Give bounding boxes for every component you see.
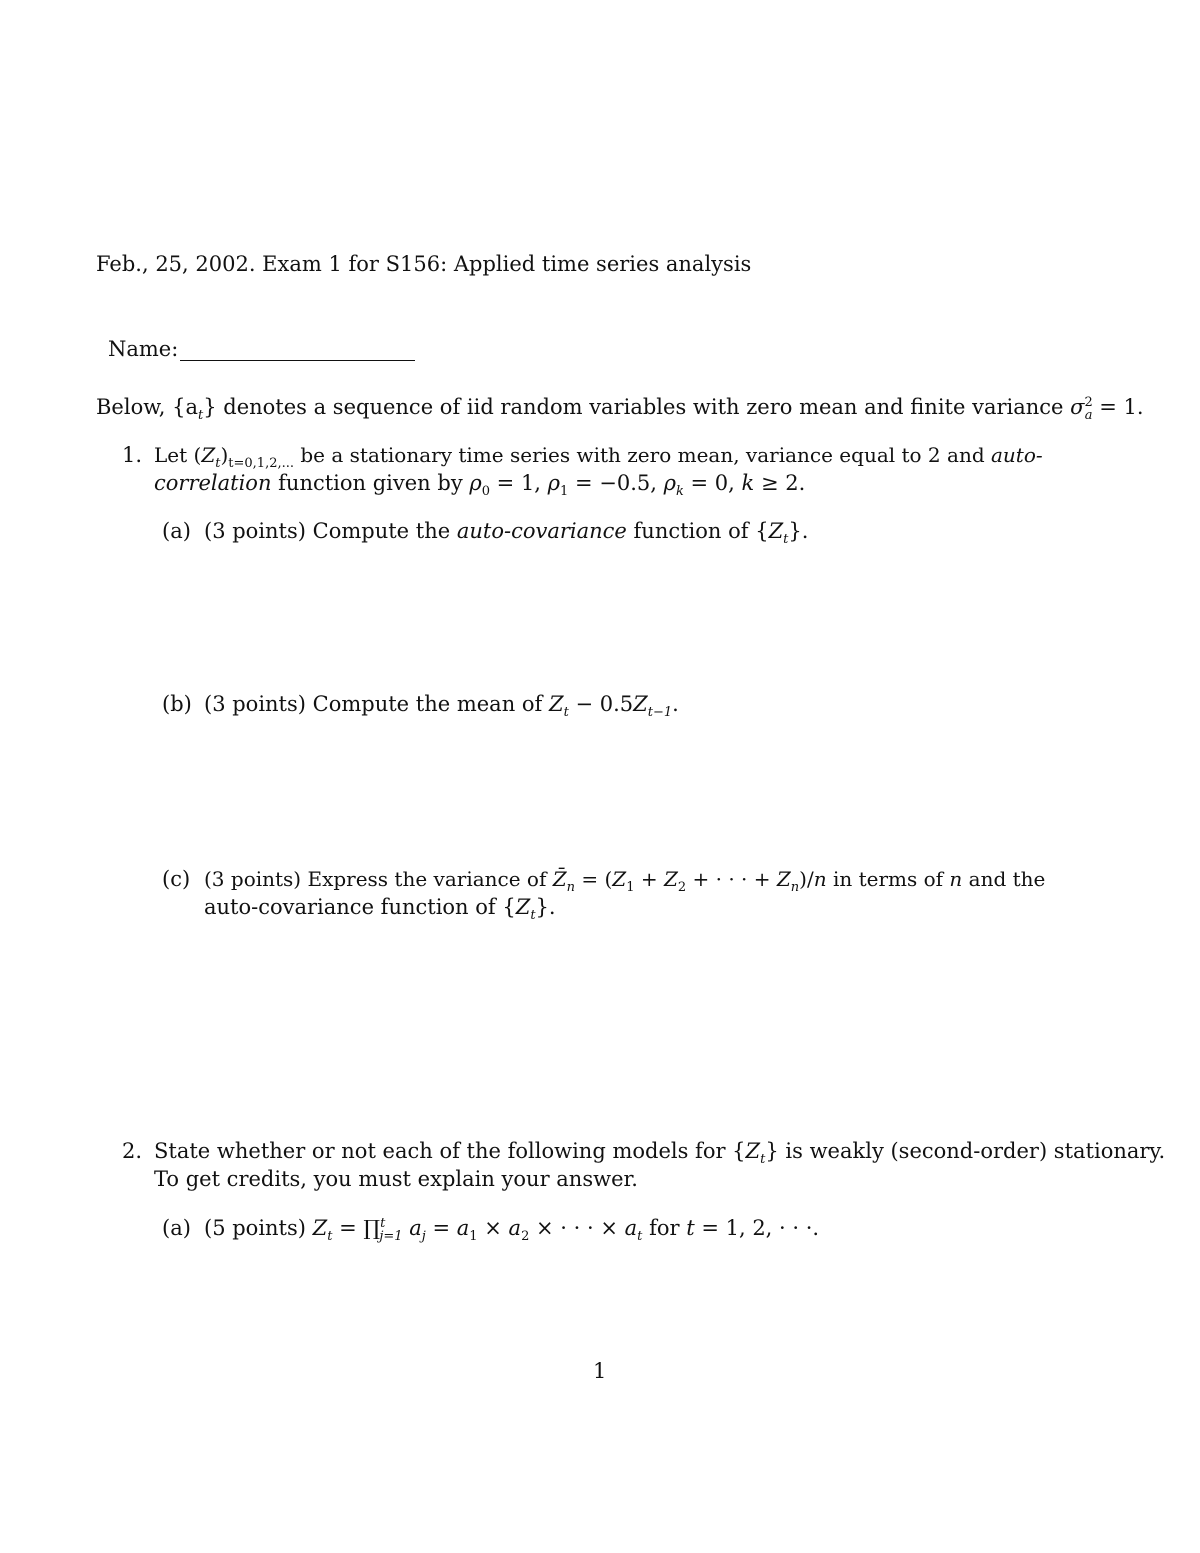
question-1b-text: (3 points) Compute the mean of $Z_t - 0.5Z_{t-1}$. <box>204 692 679 721</box>
question-1a-text: (3 points) Compute the auto-covariance function of $\{Z_t\}$. <box>204 519 809 548</box>
question-1b-label: (b) <box>162 692 192 716</box>
intro-sentence: Below, $\{a_t\}$ denotes a sequence of iid random variables with zero mean and finite variance $\sigma^2_a = 1$. <box>96 395 1144 424</box>
question-2-line-1: State whether or not each of the following models for $\{Z_t\}$ is weakly (second-order) stationary. <box>154 1139 1166 1168</box>
page-number: 1 <box>593 1359 607 1383</box>
question-1-line-1: Let $(Z_t)_{t=0,1,2,...}$ be a stationary time series with zero mean, variance equal to 2 and auto- <box>154 443 1043 471</box>
question-1a-label: (a) <box>162 519 191 543</box>
name-blank-line[interactable] <box>180 360 415 361</box>
question-1-number: 1. <box>122 443 143 467</box>
question-1c-line-2: auto-covariance function of $\{Z_t\}$. <box>204 895 556 924</box>
question-2-line-2: To get credits, you must explain your answer. <box>154 1167 638 1191</box>
question-2-number: 2. <box>122 1139 143 1163</box>
question-2a-text: (5 points) $Z_t$ = ∏$^t_{j=1}$ $a_j = a_1 \times a_2$ × · · · × $a_t$ for t = 1, 2, · · ·. <box>204 1216 820 1245</box>
exam-title: Feb., 25, 2002. Exam 1 for S156: Applied time series analysis <box>96 252 752 276</box>
name-label: Name: <box>108 337 179 361</box>
question-1-line-2: correlation function given by $\rho_0 = 1$, $\rho_1 = -0.5$, $\rho_k = 0$, k ≥ 2. <box>154 471 806 500</box>
question-1c-label: (c) <box>162 867 191 891</box>
question-1c-line-1: (3 points) Express the variance of $Z̄_n = (Z_1 + Z_2$ + · · · + $Z_n)/n$ in terms of n and the <box>204 867 1046 895</box>
question-2a-label: (a) <box>162 1216 191 1240</box>
